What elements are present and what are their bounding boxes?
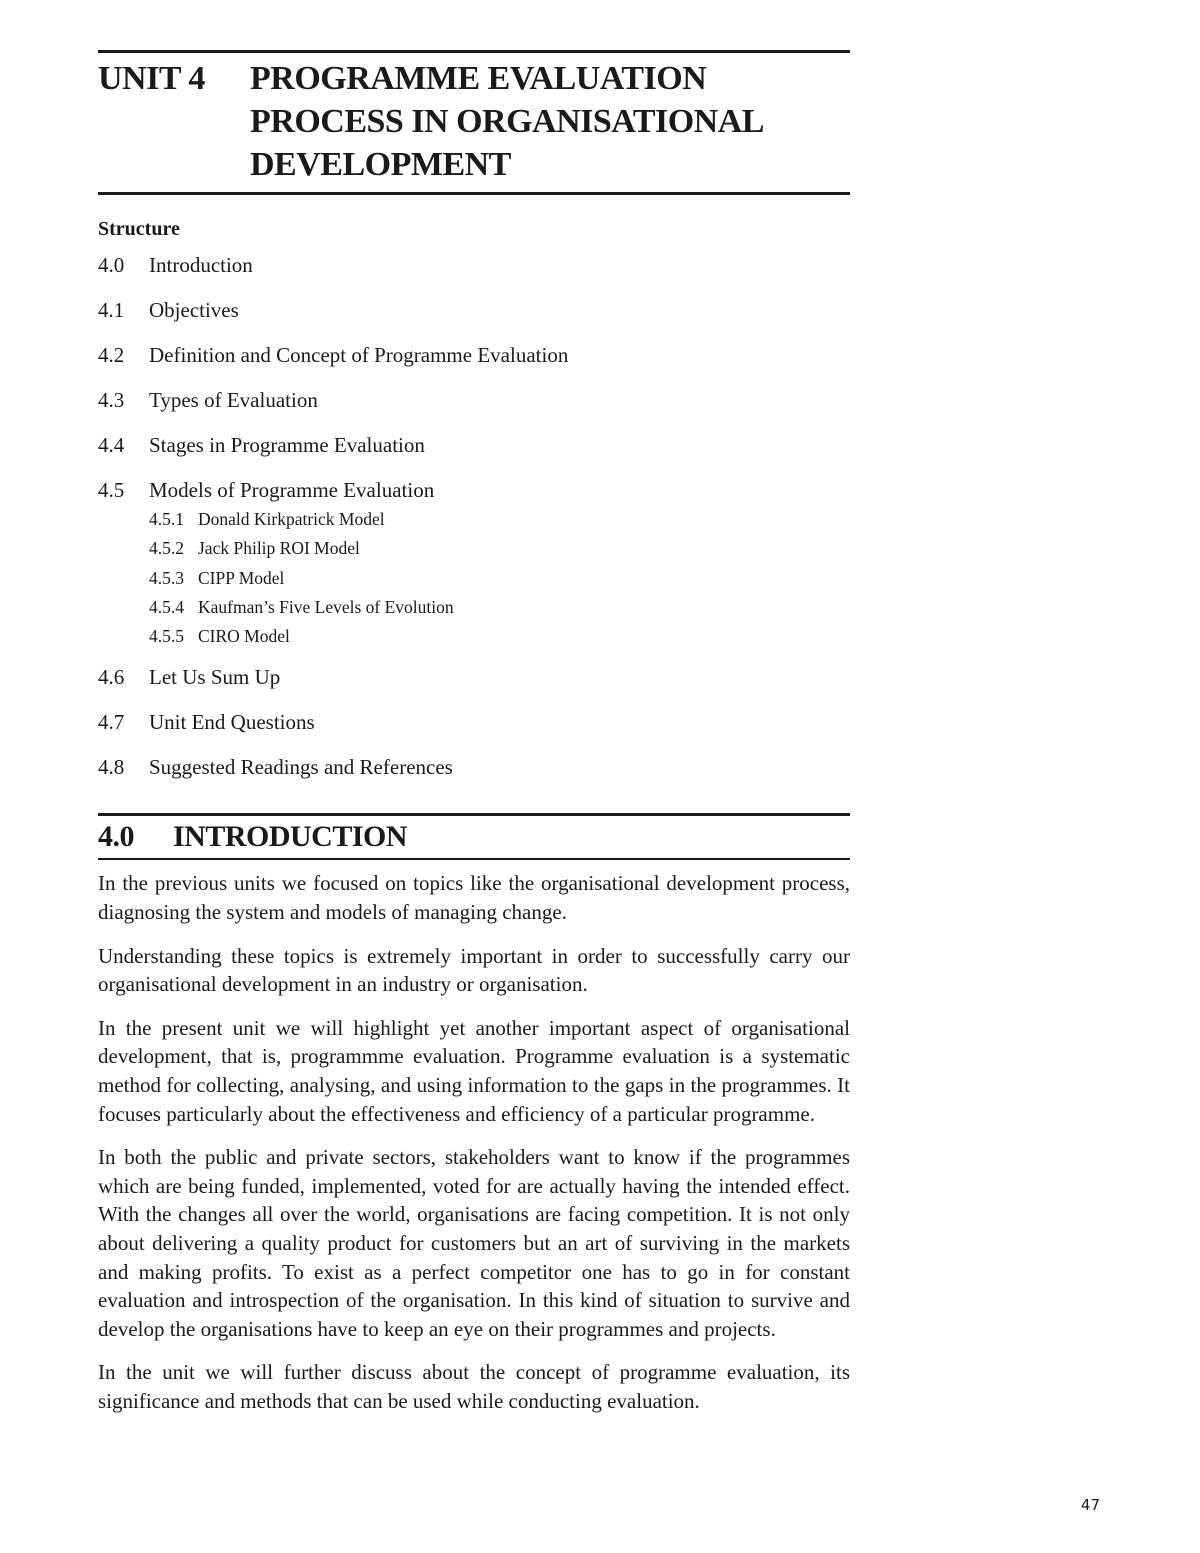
unit-label: UNIT 4 bbox=[98, 60, 205, 97]
toc-item-number: 4.2 bbox=[98, 343, 125, 367]
paragraph: In the present unit we will highlight yet another important aspect of organisational development, that is, programmme evaluation. Programme evaluation is a systematic method for collecting, analysing, and using information to the gaps in the programmes. It focuses particularly about the effectiveness and efficiency of a particular programme. bbox=[98, 1015, 850, 1126]
toc-subitem bbox=[98, 564, 850, 593]
toc-item bbox=[98, 386, 850, 431]
toc-item-number: 4.7 bbox=[98, 710, 125, 735]
toc-subitem-label: Donald Kirkpatrick Model bbox=[198, 509, 385, 529]
toc-item-label: Types of Evaluation bbox=[149, 388, 318, 412]
toc-item-label: Objectives bbox=[149, 298, 239, 322]
toc-item-number: 4.0 bbox=[98, 253, 125, 277]
toc-subitem-label: CIPP Model bbox=[198, 567, 285, 588]
toc-item bbox=[98, 708, 850, 753]
toc-subitem bbox=[98, 622, 850, 651]
section-body bbox=[98, 869, 850, 1415]
toc-item-number: 4.1 bbox=[98, 298, 125, 322]
toc-subitems bbox=[98, 505, 850, 651]
toc-subitem-number: 4.5.4 bbox=[149, 596, 184, 617]
structure-heading: Structure bbox=[98, 218, 180, 240]
toc-subitem-label: CIRO Model bbox=[198, 626, 290, 647]
toc-item bbox=[98, 663, 850, 708]
toc-item bbox=[98, 296, 850, 341]
paragraph: In the previous units we focused on topics like the organisational development process, diagnosing the system and models of managing change. bbox=[98, 871, 850, 925]
toc-item-label: Definition and Concept of Programme Evaluation bbox=[149, 343, 569, 367]
toc-item-number: 4.8 bbox=[98, 755, 125, 780]
paragraph: In both the public and private sectors, stakeholders want to know if the programmes which are being funded, implemented, voted for are actually having the intended effect. With the changes all over the world, organisations are facing competition. It is not only about delivering a quality product for customers but an art of surviving in the markets and making profits. To exist as a perfect competitor one has to go in for constant evaluation and introspection of the organisation. In this kind of situation to survive and develop the organisations have to keep an eye on their programmes and projects. bbox=[98, 1145, 850, 1341]
table-of-contents bbox=[98, 251, 850, 798]
unit-header bbox=[98, 53, 850, 192]
toc-item bbox=[98, 431, 850, 476]
toc-item-number: 4.4 bbox=[98, 433, 125, 457]
toc-item-label: Unit End Questions bbox=[149, 710, 315, 735]
unit-title-line: PROCESS IN ORGANISATIONAL bbox=[250, 103, 764, 140]
page-number: 47 bbox=[1080, 1496, 1100, 1514]
toc-subitem-number: 4.5.5 bbox=[149, 626, 184, 647]
document-page bbox=[98, 50, 850, 1431]
toc-item-label: Suggested Readings and References bbox=[149, 755, 453, 780]
toc-item-label: Introduction bbox=[149, 253, 253, 277]
toc-item bbox=[98, 251, 850, 296]
unit-title bbox=[250, 57, 764, 186]
unit-title-line: PROGRAMME EVALUATION bbox=[250, 60, 707, 97]
unit-title-line: DEVELOPMENT bbox=[250, 146, 511, 183]
section-bottom-rule bbox=[98, 858, 850, 860]
section-heading bbox=[98, 816, 850, 858]
toc-item-label: Let Us Sum Up bbox=[149, 665, 281, 690]
paragraph: Understanding these topics is extremely important in order to successfully carry our organisational development in an industry or organisation. bbox=[98, 943, 850, 997]
toc-item bbox=[98, 753, 850, 798]
toc-subitem bbox=[98, 505, 850, 534]
toc-subitem-number: 4.5.3 bbox=[149, 567, 184, 588]
section-title: INTRODUCTION bbox=[173, 820, 408, 854]
toc-subitem bbox=[98, 534, 850, 563]
section-number: 4.0 bbox=[98, 820, 134, 854]
toc-subitem-label: Jack Philip ROI Model bbox=[198, 538, 360, 559]
toc-item-number: 4.5 bbox=[98, 478, 125, 502]
toc-subitem bbox=[98, 593, 850, 622]
toc-item-label: Models of Programme Evaluation bbox=[149, 478, 435, 502]
toc-subitem-number: 4.5.1 bbox=[149, 509, 184, 529]
toc-item-number: 4.6 bbox=[98, 665, 125, 690]
toc-subitem-label: Kaufman’s Five Levels of Evolution bbox=[198, 596, 454, 617]
paragraph: In the unit we will further discuss about the concept of programme evaluation, its significance and methods that can be used while conducting evaluation. bbox=[98, 1360, 850, 1413]
toc-subitem-number: 4.5.2 bbox=[149, 538, 184, 559]
toc-item-label: Stages in Programme Evaluation bbox=[149, 433, 425, 457]
toc-item-number: 4.3 bbox=[98, 388, 125, 412]
toc-item bbox=[98, 341, 850, 386]
header-bottom-rule bbox=[98, 192, 850, 195]
